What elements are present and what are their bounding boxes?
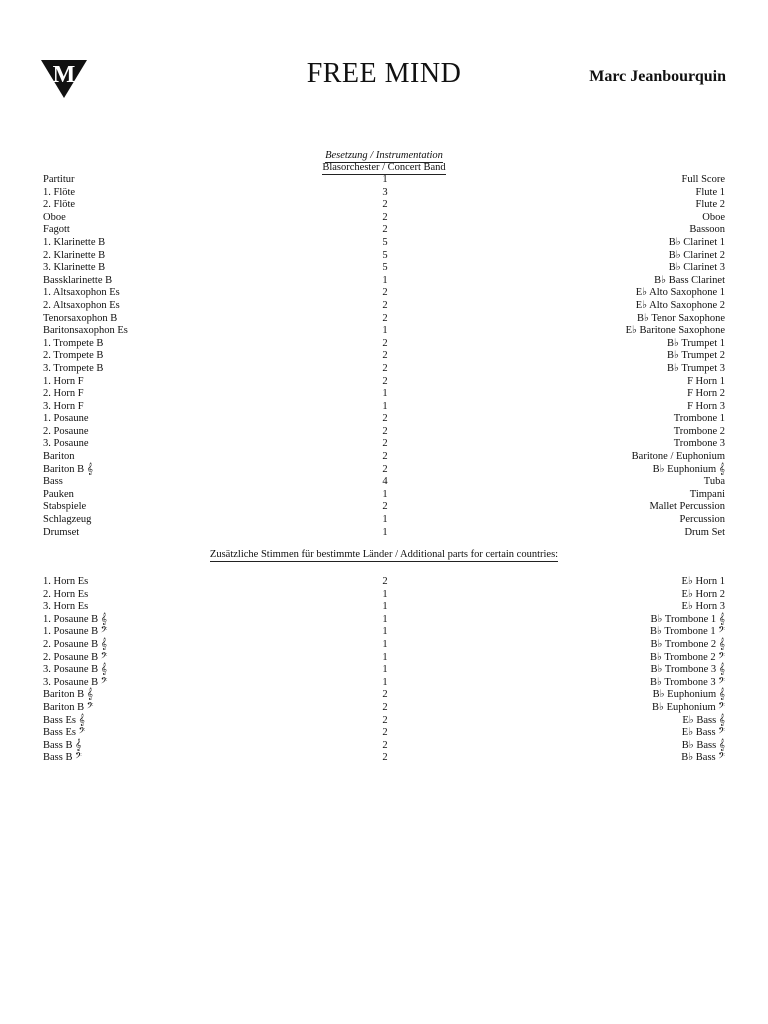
part-count: 2 [382, 375, 388, 387]
part-name-en: B♭ Trumpet 3 [666, 362, 725, 374]
part-count: 1 [382, 400, 388, 412]
svg-text:M: M [52, 62, 76, 88]
instrumentation-heading: Besetzung / Instrumentation [325, 150, 443, 161]
table-row [43, 376, 725, 389]
part-count: 2 [382, 425, 388, 437]
part-name-de: 1. Horn Es [43, 576, 89, 587]
part-count: 2 [382, 224, 388, 236]
part-name-de: 3. Posaune B 𝄢 [43, 676, 108, 688]
table-row [43, 527, 725, 540]
part-count: 1 [382, 676, 388, 688]
part-name-en: B♭ Trombone 3 𝄞 [650, 664, 725, 676]
part-name-de: Oboe [43, 211, 66, 223]
additional-parts-heading: Zusätzliche Stimmen für bestimmte Länder / Additional parts for certain countries: [209, 549, 559, 560]
table-row [43, 363, 725, 376]
part-name-de: Pauken [43, 488, 74, 500]
table-row [43, 237, 725, 250]
part-name-en: B♭ Euphonium 𝄞 [652, 463, 725, 475]
part-count: 2 [382, 287, 388, 299]
part-name-en: B♭ Trombone 1 𝄞 [650, 613, 725, 625]
table-row [43, 664, 725, 677]
table-row [43, 752, 725, 765]
part-name-de: 2. Trompete B [43, 350, 104, 362]
additional-parts-table [43, 576, 725, 765]
table-row [43, 451, 725, 464]
table-row [43, 426, 725, 439]
part-count: 1 [382, 588, 388, 600]
part-name-de: Fagott [43, 224, 70, 236]
part-name-en: Baritone / Euphonium [631, 451, 725, 463]
part-count: 2 [382, 413, 388, 425]
part-name-en: E♭ Bass 𝄞 [682, 714, 725, 726]
part-name-en: Oboe [702, 211, 725, 223]
part-name-de: Bariton B 𝄢 [43, 701, 94, 713]
part-count: 5 [382, 236, 388, 248]
part-count: 1 [382, 325, 388, 337]
table-row [43, 262, 725, 275]
part-name-en: Timpani [689, 488, 725, 500]
table-row [43, 489, 725, 502]
part-name-de: Partitur [43, 174, 75, 185]
part-count: 2 [382, 576, 388, 587]
part-name-en: B♭ Bass 𝄢 [681, 752, 725, 764]
part-name-en: Flute 1 [695, 186, 725, 198]
part-name-en: B♭ Trumpet 2 [666, 350, 725, 362]
part-name-en: B♭ Trombone 2 𝄢 [649, 651, 725, 663]
part-count: 1 [382, 638, 388, 650]
part-name-en: E♭ Baritone Saxophone [625, 325, 725, 337]
part-count: 1 [382, 514, 388, 526]
part-name-en: F Horn 2 [687, 388, 725, 400]
part-count: 1 [382, 626, 388, 638]
table-row [43, 174, 725, 187]
table-row [43, 338, 725, 351]
part-name-en: B♭ Clarinet 3 [668, 262, 725, 274]
part-count: 1 [382, 664, 388, 676]
part-name-en: B♭ Bass 𝄞 [681, 739, 725, 751]
table-row [43, 212, 725, 225]
part-name-de: Bass B 𝄞 [43, 739, 82, 751]
part-name-de: 1. Posaune [43, 413, 89, 425]
part-name-de: 3. Horn F [43, 400, 84, 412]
part-name-de: 1. Horn F [43, 375, 84, 387]
table-row [43, 438, 725, 451]
table-row [43, 187, 725, 200]
part-name-de: Bass [43, 476, 63, 488]
part-count: 2 [382, 438, 388, 450]
part-count: 1 [382, 526, 388, 538]
table-row [43, 727, 725, 740]
part-count: 1 [382, 388, 388, 400]
table-row [43, 413, 725, 426]
table-row [43, 464, 725, 477]
part-name-en: Mallet Percussion [649, 501, 725, 513]
part-count: 1 [382, 651, 388, 663]
part-count: 2 [382, 463, 388, 475]
part-count: 1 [382, 613, 388, 625]
part-count: 2 [382, 727, 388, 739]
part-name-en: Trombone 3 [673, 438, 725, 450]
part-name-en: B♭ Trombone 1 𝄢 [649, 626, 725, 638]
part-name-de: 2. Posaune [43, 425, 89, 437]
part-name-de: Stabspiele [43, 501, 87, 513]
part-name-de: 2. Klarinette B [43, 249, 106, 261]
part-name-en: E♭ Alto Saxophone 2 [635, 299, 725, 311]
part-name-en: E♭ Horn 2 [681, 588, 725, 600]
table-row [43, 325, 725, 338]
part-name-de: 2. Horn F [43, 388, 84, 400]
part-name-en: B♭ Euphonium 𝄞 [652, 689, 725, 701]
part-name-de: 1. Posaune B 𝄞 [43, 613, 107, 625]
part-count: 2 [382, 199, 388, 211]
part-name-en: E♭ Bass 𝄢 [681, 727, 725, 739]
part-count: 2 [382, 752, 388, 764]
part-name-en: B♭ Tenor Saxophone [636, 312, 725, 324]
part-name-de: 3. Posaune [43, 438, 89, 450]
part-name-en: B♭ Trombone 3 𝄢 [649, 676, 725, 688]
part-count: 5 [382, 262, 388, 274]
part-name-en: B♭ Euphonium 𝄢 [652, 701, 725, 713]
part-name-de: Schlagzeug [43, 514, 92, 526]
table-row [43, 250, 725, 263]
part-name-en: E♭ Horn 3 [681, 601, 725, 613]
table-row [43, 313, 725, 326]
table-row [43, 740, 725, 753]
part-name-de: 1. Posaune B 𝄢 [43, 626, 108, 638]
part-name-en: F Horn 1 [687, 375, 725, 387]
table-row [43, 576, 725, 589]
part-name-en: B♭ Trombone 2 𝄞 [650, 638, 725, 650]
part-name-de: 3. Posaune B 𝄞 [43, 664, 107, 676]
table-row [43, 199, 725, 212]
page-title: FREE MIND [306, 58, 462, 89]
part-count: 2 [382, 211, 388, 223]
part-name-en: Full Score [681, 174, 725, 185]
part-name-de: 2. Posaune B 𝄢 [43, 651, 108, 663]
table-row [43, 689, 725, 702]
part-count: 3 [382, 186, 388, 198]
part-count: 2 [382, 701, 388, 713]
part-name-en: Drum Set [684, 526, 725, 538]
part-name-de: Bassklarinette B [43, 274, 113, 286]
part-count: 2 [382, 501, 388, 513]
part-name-de: 2. Flöte [43, 199, 76, 211]
table-row [43, 287, 725, 300]
part-count: 2 [382, 689, 388, 701]
part-count: 1 [382, 274, 388, 286]
part-name-en: Bassoon [689, 224, 725, 236]
part-count: 5 [382, 249, 388, 261]
table-row [43, 589, 725, 602]
table-row [43, 501, 725, 514]
table-row [43, 626, 725, 639]
part-count: 2 [382, 362, 388, 374]
composer-name: Marc Jeanbourquin [589, 68, 726, 85]
part-name-de: 2. Altsaxophon Es [43, 299, 120, 311]
table-row [43, 715, 725, 728]
ensemble-subheading: Blasorchester / Concert Band [322, 162, 446, 173]
part-count: 4 [382, 476, 388, 488]
part-name-de: 3. Trompete B [43, 362, 104, 374]
part-name-de: Bass Es 𝄢 [43, 727, 86, 739]
table-row [43, 300, 725, 313]
part-count: 2 [382, 739, 388, 751]
part-name-en: Flute 2 [695, 199, 725, 211]
part-name-en: B♭ Trumpet 1 [666, 337, 725, 349]
part-name-de: Drumset [43, 526, 80, 538]
part-count: 1 [382, 174, 388, 185]
part-name-de: 1. Altsaxophon Es [43, 287, 120, 299]
part-name-en: E♭ Horn 1 [681, 576, 725, 587]
part-name-de: 2. Horn Es [43, 588, 89, 600]
table-row [43, 677, 725, 690]
part-name-en: Trombone 1 [673, 413, 725, 425]
part-name-en: Percussion [679, 514, 725, 526]
part-name-de: Bass B 𝄢 [43, 752, 82, 764]
table-row [43, 275, 725, 288]
part-name-de: Baritonsaxophon Es [43, 325, 128, 337]
part-count: 2 [382, 312, 388, 324]
table-row [43, 601, 725, 614]
part-name-de: 1. Trompete B [43, 337, 104, 349]
instrumentation-table [43, 174, 725, 539]
part-count: 1 [382, 601, 388, 613]
table-row [43, 652, 725, 665]
part-name-de: 1. Klarinette B [43, 236, 106, 248]
part-name-de: 1. Flöte [43, 186, 76, 198]
table-row [43, 514, 725, 527]
table-row [43, 388, 725, 401]
part-count: 1 [382, 488, 388, 500]
part-name-de: 3. Klarinette B [43, 262, 106, 274]
part-name-de: Bass Es 𝄞 [43, 714, 85, 726]
part-name-en: F Horn 3 [687, 400, 725, 412]
part-name-en: B♭ Clarinet 1 [668, 236, 725, 248]
part-name-de: 3. Horn Es [43, 601, 89, 613]
part-name-de: 2. Posaune B 𝄞 [43, 638, 107, 650]
table-row [43, 476, 725, 489]
part-count: 2 [382, 714, 388, 726]
table-row [43, 639, 725, 652]
part-name-de: Bariton B 𝄞 [43, 689, 93, 701]
table-row [43, 614, 725, 627]
part-name-en: B♭ Bass Clarinet [654, 274, 725, 286]
part-name-en: E♭ Alto Saxophone 1 [635, 287, 725, 299]
part-name-de: Bariton B 𝄞 [43, 463, 93, 475]
part-name-en: B♭ Clarinet 2 [668, 249, 725, 261]
table-row [43, 401, 725, 414]
table-row [43, 350, 725, 363]
table-row [43, 702, 725, 715]
part-count: 2 [382, 350, 388, 362]
part-count: 2 [382, 451, 388, 463]
part-count: 2 [382, 299, 388, 311]
part-name-de: Bariton [43, 451, 75, 463]
part-name-en: Trombone 2 [673, 425, 725, 437]
table-row [43, 224, 725, 237]
part-count: 2 [382, 337, 388, 349]
part-name-en: Tuba [703, 476, 725, 488]
part-name-de: Tenorsaxophon B [43, 312, 118, 324]
